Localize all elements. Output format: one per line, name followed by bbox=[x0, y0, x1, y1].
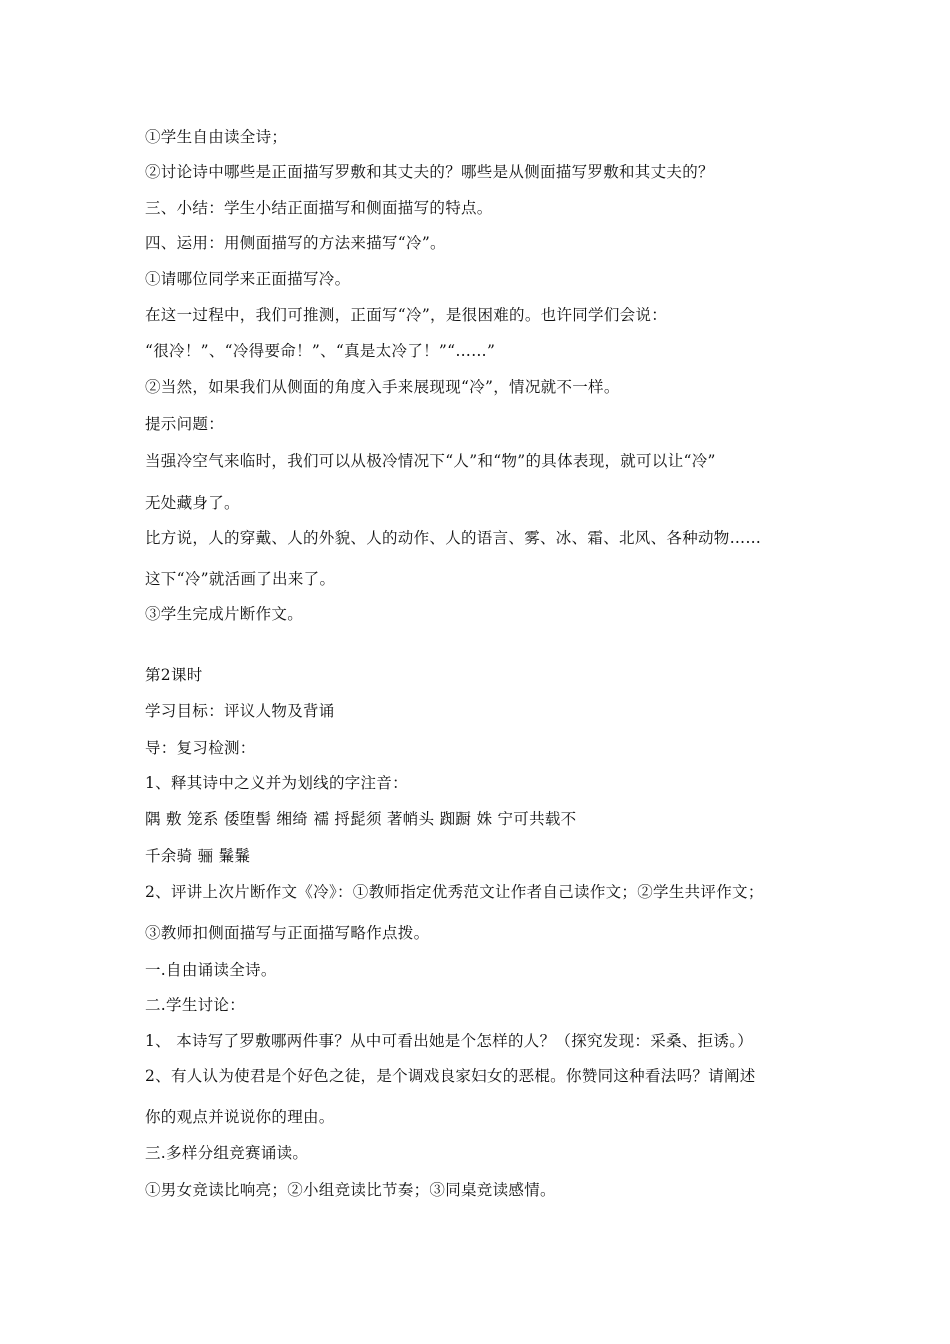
text-line: “很冷！”、“冷得要命！”、“真是太冷了！”“……” bbox=[145, 342, 496, 360]
text-line: ①男女竞读比响亮；②小组竞读比节奏；③同桌竞读感情。 bbox=[145, 1181, 556, 1199]
text-line: 二.学生讨论： bbox=[145, 996, 246, 1014]
text-line: 2、评讲上次片断作文《冷》：①教师指定优秀范文让作者自己读作文；②学生共评作文； bbox=[145, 883, 764, 901]
text-line: 你的观点并说说你的理由。 bbox=[145, 1108, 335, 1126]
text-line: 这下“冷”就活画了出来了。 bbox=[145, 570, 336, 588]
text-line: 四、运用：用侧面描写的方法来描写“冷”。 bbox=[145, 234, 446, 252]
text-line: 一.自由诵读全诗。 bbox=[145, 961, 277, 979]
text-line: 提示问题： bbox=[145, 415, 225, 433]
text-line: 1、 本诗写了罗敷哪两件事？从中可看出她是个怎样的人？（探究发现：采桑、拒诱。） bbox=[145, 1032, 754, 1050]
text-line: 当强冷空气来临时，我们可以从极冷情况下“人”和“物”的具体表现，就可以让“冷” bbox=[145, 452, 716, 470]
text-line: ①学生自由读全诗； bbox=[145, 128, 288, 146]
text-line: 千余骑 骊 鬑鬑 bbox=[145, 847, 251, 865]
text-line: 学习目标：评议人物及背诵 bbox=[145, 702, 335, 720]
text-line: ③教师扣侧面描写与正面描写略作点拨。 bbox=[145, 924, 430, 942]
text-line: 隅 敷 笼系 倭堕髻 缃绮 襦 捋髭须 著帩头 踟蹰 姝 宁可共载不 bbox=[145, 810, 577, 828]
text-line: 导：复习检测： bbox=[145, 739, 256, 757]
text-line: ①请哪位同学来正面描写冷。 bbox=[145, 270, 351, 288]
text-line: 1、释其诗中之义并为划线的字注音： bbox=[145, 774, 408, 792]
text-line: ②当然，如果我们从侧面的角度入手来展现现“冷”，情况就不一样。 bbox=[145, 378, 620, 396]
text-line: 比方说，人的穿戴、人的外貌、人的动作、人的语言、雾、冰、霜、北风、各种动物…… bbox=[145, 529, 762, 547]
text-line: 三、小结：学生小结正面描写和侧面描写的特点。 bbox=[145, 199, 493, 217]
text-line: 无处藏身了。 bbox=[145, 494, 240, 512]
text-line: 在这一过程中，我们可推测，正面写“冷”，是很困难的。也许同学们会说： bbox=[145, 306, 668, 324]
text-line: 2、有人认为使君是个好色之徒，是个调戏良家妇女的恶棍。你赞同这种看法吗？请阐述 bbox=[145, 1067, 756, 1085]
text-line: ②讨论诗中哪些是正面描写罗敷和其丈夫的？哪些是从侧面描写罗敷和其丈夫的？ bbox=[145, 163, 714, 181]
text-line: 三.多样分组竞赛诵读。 bbox=[145, 1144, 309, 1162]
lesson-heading: 第2课时 bbox=[145, 666, 203, 684]
text-line: ③学生完成片断作文。 bbox=[145, 605, 304, 623]
